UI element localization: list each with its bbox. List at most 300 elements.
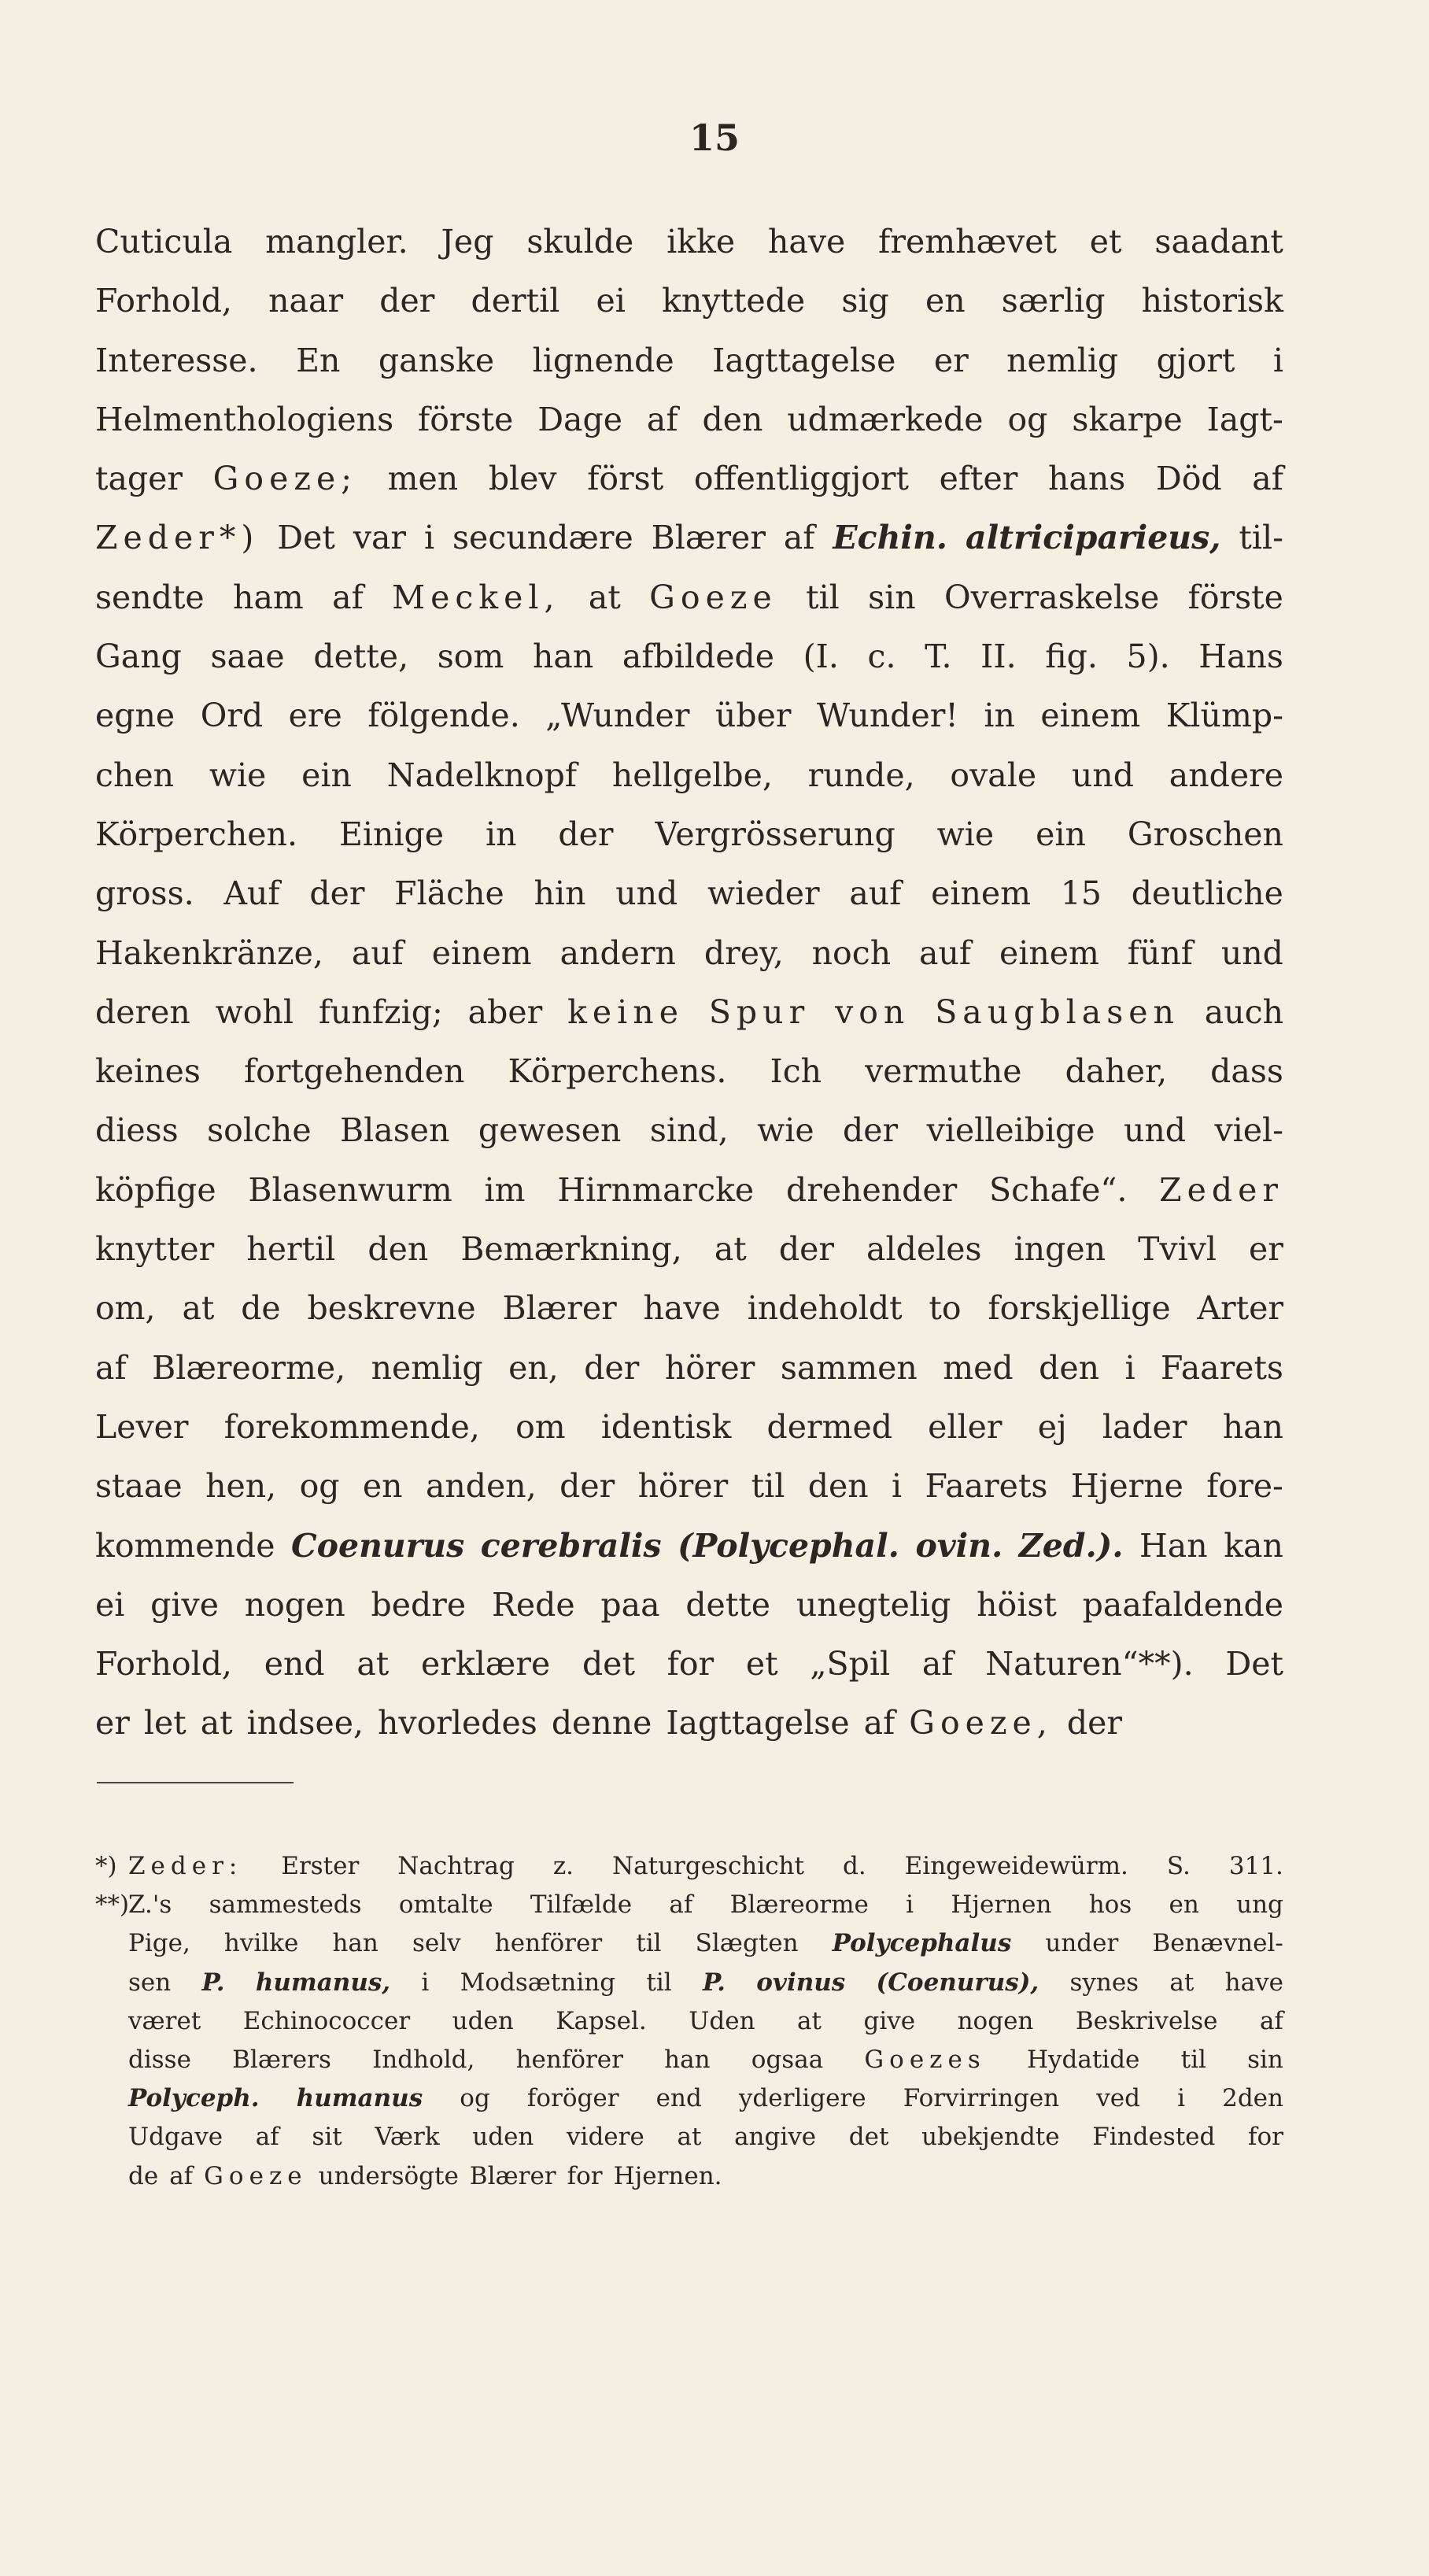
word: nogen (244, 1585, 345, 1624)
word: i (1272, 341, 1283, 379)
word: „Wunder (545, 697, 690, 735)
word: En (296, 341, 341, 379)
word: hos (1088, 1890, 1132, 1920)
word: auch (1204, 992, 1283, 1031)
word: sin (1247, 2045, 1283, 2074)
text-line (95, 331, 1283, 390)
word: give (150, 1585, 219, 1624)
text-line (95, 213, 1283, 272)
word: Arter (1197, 1289, 1283, 1328)
word: einem (1040, 697, 1141, 735)
word: af (863, 1704, 895, 1743)
word: Ord (200, 697, 264, 735)
word: videre (567, 2123, 644, 2152)
word: z. (552, 1852, 574, 1880)
word: fölgende. (367, 697, 520, 735)
word: efter (939, 460, 1018, 498)
word: for (1248, 2123, 1283, 2152)
word: Fläche (394, 874, 504, 913)
word: af (921, 1645, 954, 1683)
word: Nachtrag (397, 1852, 515, 1880)
text-line (95, 1042, 1283, 1101)
word: dass (1210, 1052, 1283, 1091)
word: Slægten (695, 1929, 799, 1958)
word: i (1177, 2084, 1185, 2113)
word: 2den (1222, 2084, 1283, 2113)
word: diess (95, 1111, 179, 1150)
word: henförer (515, 2045, 623, 2074)
word: en (1169, 1890, 1199, 1920)
word: fortgehenden (243, 1052, 465, 1091)
word: Iagttagelse (666, 1704, 850, 1743)
word: den (702, 400, 763, 438)
word: Det (277, 519, 335, 557)
text-line (95, 686, 1283, 745)
word: wieder (707, 874, 820, 913)
word: nemlig (371, 1348, 483, 1387)
word: auf (351, 933, 404, 972)
text-line (95, 864, 1283, 923)
word: P. (201, 1968, 225, 1997)
word: ein (301, 756, 352, 794)
word: offentliggjort (693, 460, 909, 498)
footnote-line (95, 2157, 1283, 2196)
word: Lever (95, 1407, 189, 1446)
text-line (95, 272, 1283, 331)
word: forskjellige (988, 1289, 1171, 1328)
word: Overraskelse (944, 578, 1160, 616)
word: i (1124, 1348, 1135, 1387)
word: Saugblasen (935, 992, 1180, 1031)
word: ej (1037, 1407, 1067, 1446)
footnote-line (95, 2079, 1283, 2118)
text-line (95, 627, 1283, 686)
word: Groschen (1127, 815, 1283, 853)
word: andern (559, 933, 676, 972)
text-line (95, 1398, 1283, 1457)
word: Iagt- (1206, 400, 1283, 438)
word: paa (600, 1585, 660, 1624)
word: to (929, 1289, 962, 1328)
word: Körperchens. (508, 1052, 727, 1091)
word: der (379, 282, 435, 320)
word: ved (1096, 2084, 1140, 2113)
word: (I. (803, 638, 839, 676)
word: eller (928, 1407, 1003, 1446)
word: Goezes (864, 2045, 986, 2074)
word: keine (567, 992, 684, 1031)
word: af (169, 2161, 194, 2190)
text-line (95, 1101, 1283, 1160)
word: uden (452, 2006, 514, 2035)
word: c. (867, 638, 896, 676)
word: at (200, 1704, 233, 1743)
word: humanus, (255, 1968, 391, 1997)
word: Hjerne (1070, 1467, 1183, 1506)
word: Benævnel- (1152, 1929, 1283, 1958)
body-text (95, 213, 1283, 1754)
word: hörer (664, 1348, 755, 1387)
word: for (666, 1645, 714, 1683)
word: omtalte (398, 1890, 493, 1920)
word: var (353, 519, 407, 557)
word: II. (980, 638, 1017, 676)
word: Hydatide (1026, 2045, 1140, 2074)
word: und (615, 874, 678, 913)
word: Det (1225, 1645, 1283, 1683)
word: er (1249, 1230, 1283, 1269)
word: i (906, 1890, 914, 1920)
word: Goeze (204, 2161, 308, 2190)
word: angive (734, 2123, 817, 2152)
footnote-line (95, 1964, 1283, 2002)
text-line (95, 508, 1283, 567)
word: om, (95, 1289, 156, 1328)
word: über (714, 697, 792, 735)
word: og (1007, 400, 1048, 438)
word: sit (312, 2123, 342, 2152)
word: Zeder (1159, 1170, 1283, 1209)
word: förste (1187, 578, 1283, 616)
word: hellgelbe, (611, 756, 773, 794)
word: humanus (296, 2084, 423, 2113)
word: at (182, 1289, 215, 1328)
word: (Coenurus), (876, 1968, 1039, 1997)
word: Död (1155, 460, 1222, 498)
word: unegtelig (796, 1585, 951, 1624)
word: Blæreorme, (152, 1348, 346, 1387)
word: et (1089, 223, 1122, 261)
word: Hans (1198, 638, 1283, 676)
text-line (95, 449, 1283, 508)
word: drehender (785, 1170, 958, 1209)
word: Blærer (651, 519, 766, 557)
word: af (783, 519, 815, 557)
word: at (356, 1645, 390, 1683)
word: hen, (205, 1467, 277, 1506)
word: Goeze, (909, 1704, 1053, 1743)
word: et (745, 1645, 778, 1683)
word: i (421, 1968, 430, 1997)
word: cerebralis (480, 1526, 662, 1565)
word: Zeder: (128, 1852, 243, 1880)
word: ham (233, 578, 304, 616)
word: foröger (526, 2084, 619, 2113)
word: förste (418, 400, 514, 438)
word: og (460, 2084, 490, 2113)
text-line (95, 746, 1283, 805)
word: en, (508, 1348, 559, 1387)
word: vermuthe (865, 1052, 1022, 1091)
word: uden (472, 2123, 534, 2152)
word: einem (999, 933, 1099, 972)
word: Naturen“**). (985, 1645, 1194, 1683)
word: „Spil (810, 1645, 891, 1683)
word: im (484, 1170, 526, 1209)
word: Coenurus (291, 1526, 465, 1565)
word: blev (488, 460, 557, 498)
word: naar (268, 282, 344, 320)
word: Pige, (128, 1929, 190, 1958)
word: knyttede (662, 282, 806, 320)
word: andere (1169, 756, 1283, 794)
word: von (835, 992, 910, 1031)
word: aldeles (866, 1230, 982, 1269)
word: som (437, 638, 504, 676)
word: ingen (1014, 1230, 1106, 1269)
word: Eingeweidewürm. (904, 1852, 1128, 1880)
word: aber (467, 992, 543, 1031)
word: kommende (95, 1526, 275, 1565)
word: tager (95, 460, 183, 498)
text-line (95, 1576, 1283, 1635)
word: at (797, 2006, 822, 2035)
word: udmærkede (787, 400, 984, 438)
word: ovin. (915, 1526, 1003, 1565)
word: Körperchen. (95, 815, 297, 853)
word: hvorledes (378, 1704, 537, 1743)
word: dertil (471, 282, 560, 320)
word: Blasenwurm (248, 1170, 452, 1209)
word: daher, (1065, 1052, 1168, 1091)
word: Blæreorme (729, 1890, 869, 1920)
text-line (95, 1220, 1283, 1279)
word: have (1224, 1968, 1283, 1997)
word: de (241, 1289, 281, 1328)
word: Einige (338, 815, 445, 853)
footnote-marker: **) (95, 1890, 130, 1920)
word: beskrevne (307, 1289, 476, 1328)
word: und (1124, 1111, 1187, 1150)
word: in (485, 815, 517, 853)
word: fremhævet (878, 223, 1057, 261)
text-line (95, 1339, 1283, 1398)
footnote-line (95, 1924, 1283, 1963)
word: været (128, 2006, 201, 2035)
word: lader (1102, 1407, 1187, 1446)
word: han (533, 638, 594, 676)
word: anden, (425, 1467, 537, 1506)
word: den (367, 1230, 429, 1269)
word: ikke (666, 223, 736, 261)
word: en (925, 282, 966, 320)
word: höist (977, 1585, 1057, 1624)
word: give (863, 2006, 916, 2035)
word: in (984, 697, 1015, 735)
word: Interesse. (95, 341, 258, 379)
word: d. (842, 1852, 866, 1880)
word: Z.'s (128, 1890, 172, 1920)
word: knytter (95, 1230, 215, 1269)
word: Findested (1092, 2123, 1216, 2152)
word: ung (1236, 1890, 1283, 1920)
word: sammen (780, 1348, 918, 1387)
footnote-marker: *) (95, 1852, 117, 1880)
word: Hakenkränze, (95, 933, 323, 972)
word: ogsaa (751, 2045, 824, 2074)
word: ubekjendte (921, 2123, 1060, 2152)
word: auf (919, 933, 972, 972)
word: wie (757, 1111, 814, 1150)
word: einem (931, 874, 1032, 913)
word: der (559, 1467, 615, 1506)
word: bedre (371, 1585, 467, 1624)
word: sendte (95, 578, 205, 616)
word: Indhold, (372, 2045, 475, 2074)
word: men (387, 460, 459, 498)
word: drey, (703, 933, 784, 972)
word: Zed.). (1018, 1526, 1124, 1565)
word: til- (1239, 519, 1283, 557)
word: til (806, 578, 840, 616)
text-line (95, 390, 1283, 449)
word: ei (596, 282, 626, 320)
word: hans (1047, 460, 1126, 498)
word: Cuticula (95, 223, 233, 261)
word: egne (95, 697, 175, 735)
word: han (664, 2045, 711, 2074)
word: wie (209, 756, 267, 794)
word: fünf (1127, 933, 1193, 972)
word: Naturgeschicht (612, 1852, 804, 1880)
word: Auf (223, 874, 280, 913)
word: ganske (378, 341, 495, 379)
text-line (95, 805, 1283, 864)
word: skarpe (1072, 400, 1183, 438)
word: 15 (1060, 874, 1102, 913)
word: Faarets (1161, 1348, 1283, 1387)
footnote-line (95, 2118, 1283, 2157)
word: Kapsel. (556, 2006, 647, 2035)
word: secundære (452, 519, 633, 557)
word: köpfige (95, 1170, 216, 1209)
word: af (332, 578, 364, 616)
word: indsee, (246, 1704, 364, 1743)
word: Spur (708, 992, 811, 1031)
word: T. (925, 638, 952, 676)
word: disse (128, 2045, 191, 2074)
word: Bemærkning, (460, 1230, 682, 1269)
word: gewesen (478, 1111, 622, 1150)
word: gjort (1156, 341, 1235, 379)
word: af (1259, 2006, 1283, 2035)
word: 311. (1228, 1852, 1283, 1880)
word: paafaldende (1082, 1585, 1283, 1624)
word: Hjernen (951, 1890, 1052, 1920)
word: dette (685, 1585, 771, 1624)
word: Goeze; (212, 460, 358, 498)
word: hertil (246, 1230, 336, 1269)
word: saadant (1154, 223, 1283, 261)
word: Zeder*) (95, 519, 260, 557)
word: historisk (1141, 282, 1283, 320)
word: Modsætning (460, 1968, 616, 1997)
word: Forvirringen (903, 2084, 1060, 2113)
word: der (584, 1348, 640, 1387)
word: keines (95, 1052, 201, 1091)
word: yderligere (738, 2084, 866, 2113)
word: at (588, 578, 621, 616)
word: Hjernen. (613, 2161, 722, 2190)
word: undersögte (318, 2161, 459, 2190)
word: Hirnmarcke (557, 1170, 755, 1209)
word: Gang (95, 638, 182, 676)
word: identisk (600, 1407, 732, 1446)
word: og (299, 1467, 340, 1506)
word: Rede (491, 1585, 575, 1624)
word: ovale (950, 756, 1037, 794)
word: de (128, 2161, 159, 2190)
word: en (362, 1467, 403, 1506)
word: Han (1139, 1526, 1208, 1565)
word: P. (702, 1968, 726, 1997)
word: end (655, 2084, 702, 2113)
word: fig. (1045, 638, 1098, 676)
word: at (714, 1230, 747, 1269)
word: S. (1166, 1852, 1191, 1880)
word: Blærer (502, 1289, 617, 1328)
text-line (95, 1457, 1283, 1516)
word: wohl (215, 992, 294, 1031)
word: mangler. (265, 223, 408, 261)
word: henförer (494, 1929, 603, 1958)
word: til (646, 1968, 672, 1997)
word: Forhold, (95, 282, 232, 320)
word: fore- (1206, 1467, 1283, 1506)
word: den (1039, 1348, 1099, 1387)
word: synes (1069, 1968, 1139, 1997)
word: afbildede (622, 638, 775, 676)
page-number: 15 (689, 116, 740, 159)
word: sin (868, 578, 916, 616)
text-line (95, 1161, 1283, 1220)
footnote-text (128, 1886, 1283, 1924)
word: til (751, 1467, 785, 1506)
word: der (778, 1230, 834, 1269)
word: Tilfælde (530, 1890, 633, 1920)
word: let (143, 1704, 186, 1743)
word: ovinus (756, 1968, 846, 1997)
word: Iagttagelse (712, 341, 896, 379)
word: under (1045, 1929, 1119, 1958)
word: end (264, 1645, 325, 1683)
word: er (933, 341, 969, 379)
word: Tvivl (1138, 1230, 1217, 1269)
word: Klümp- (1165, 697, 1283, 735)
word: han (332, 1929, 378, 1958)
word: af (1252, 460, 1283, 498)
word: for (567, 2161, 603, 2190)
text-line (95, 1694, 1283, 1753)
word: Polyceph. (128, 2084, 260, 2113)
word: 5). (1126, 638, 1170, 676)
word: sig (841, 282, 889, 320)
word: indeholdt (747, 1289, 903, 1328)
word: chen (95, 756, 175, 794)
word: denne (551, 1704, 652, 1743)
word: ein (1036, 815, 1086, 853)
text-line (95, 924, 1283, 983)
word: det (582, 1645, 635, 1683)
word: Udgave (128, 2123, 223, 2152)
word: solche (207, 1111, 312, 1150)
word: deutliche (1131, 874, 1283, 913)
text-line (95, 568, 1283, 627)
word: auf (849, 874, 902, 913)
word: af (95, 1348, 127, 1387)
word: Blærers (232, 2045, 331, 2074)
word: Blasen (340, 1111, 450, 1150)
